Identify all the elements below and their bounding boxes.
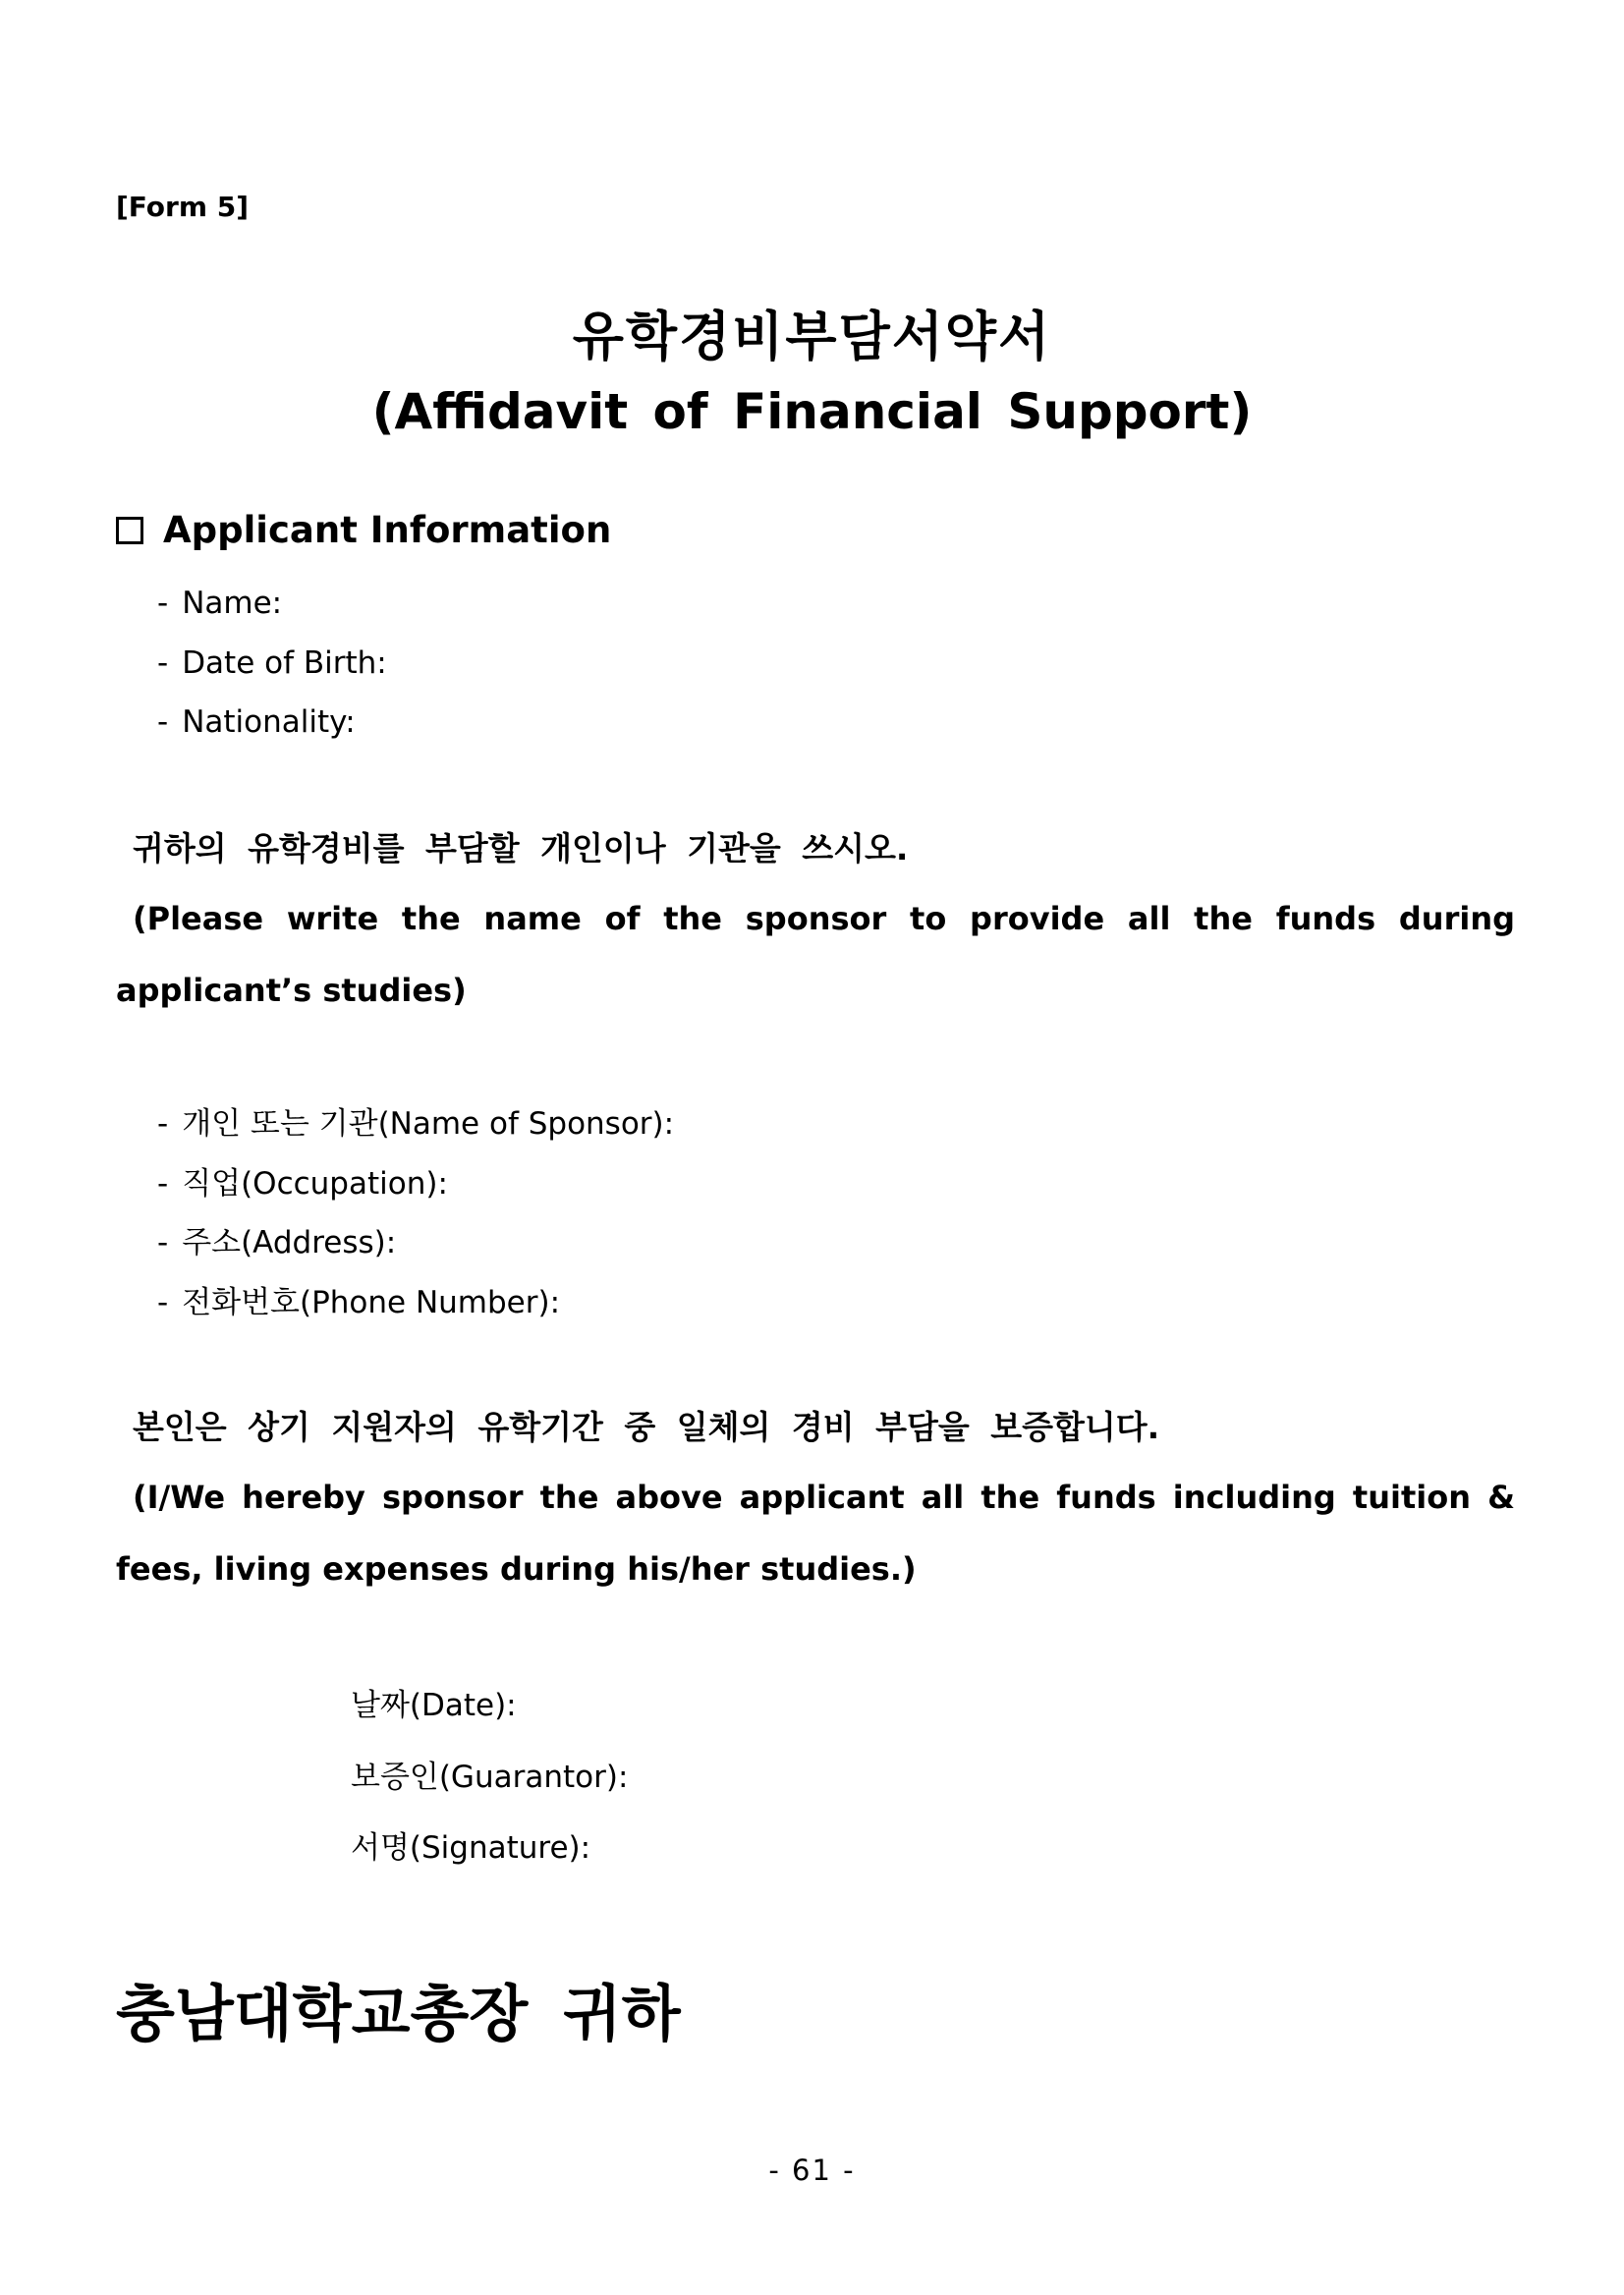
title-korean: 유학경비부담서약서 [572, 306, 1052, 367]
list-item: - Date of Birth: [157, 644, 387, 681]
signature-date-field: 날짜(Date): [351, 1688, 517, 1723]
list-item: - Nationality: [157, 704, 356, 740]
page-number: - 61 - [768, 2154, 856, 2187]
declaration-english: (I/We hereby sponsor the above applicant all the funds including tuition & fees, living expenses during his/her studies.) [116, 1479, 1515, 1588]
list-item: - 직업(Occupation): [157, 1165, 448, 1202]
applicant-field-name: Name: [182, 586, 283, 621]
sponsor-field-occupation: 직업(Occupation): [182, 1165, 448, 1202]
sponsor-field-phone: 전화번호(Phone Number): [182, 1284, 561, 1320]
signature-block [351, 1670, 628, 1884]
signature-sign-field: 서명(Signature): [351, 1830, 591, 1866]
form-label: [Form 5] [116, 191, 250, 223]
list-item: - 주소(Address): [157, 1225, 397, 1260]
sponsor-field-name: 개인 또는 기관(Name of Sponsor): [182, 1106, 675, 1142]
applicant-field-nationality: Nationality: [182, 704, 356, 740]
checkbox-icon [116, 517, 143, 544]
sponsor-field-list [157, 1094, 674, 1332]
applicant-section-heading [116, 509, 611, 551]
declaration-korean: 본인은 상기 지원자의 유학기간 중 일체의 경비 부담을 보증합니다. [133, 1408, 1160, 1446]
title-english: (Affidavit of Financial Support) [371, 383, 1253, 440]
list-item: - 개인 또는 기관(Name of Sponsor): [157, 1106, 675, 1142]
sponsor-instruction-english: (Please write the name of the sponsor to provide all the funds during applicant’s studies) [116, 900, 1515, 1009]
applicant-section-label: Applicant Information [163, 509, 612, 551]
applicant-field-birth: Date of Birth: [182, 644, 387, 681]
recipient: 충남대학교총장 귀하 [116, 1978, 681, 2049]
list-item: - 전화번호(Phone Number): [157, 1284, 561, 1320]
list-item: - Name: [157, 586, 283, 621]
applicant-field-list [157, 574, 387, 753]
sponsor-field-address: 주소(Address): [182, 1225, 397, 1260]
sponsor-instruction-korean: 귀하의 유학경비를 부담할 개인이나 기관을 쓰시오. [133, 829, 909, 868]
signature-guarantor-field: 보증인(Guarantor): [351, 1759, 629, 1795]
